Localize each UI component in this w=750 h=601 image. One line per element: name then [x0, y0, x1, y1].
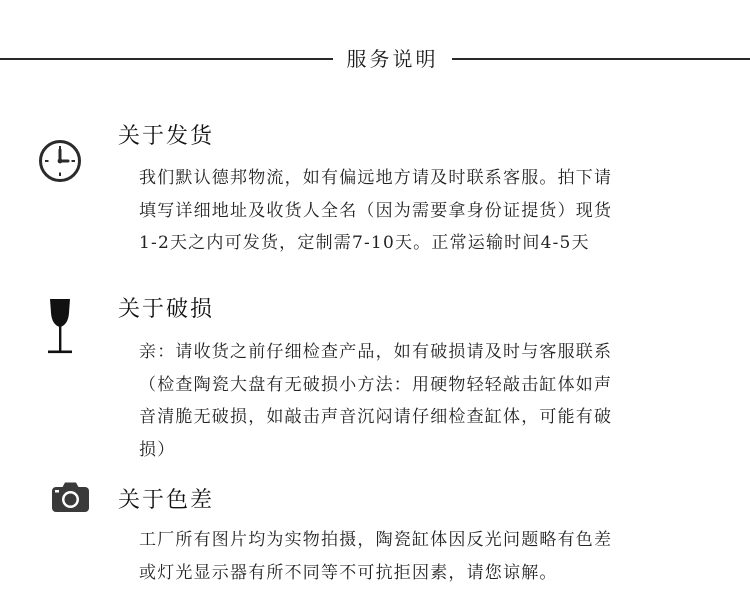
text-line: 或灯光显示器有所不同等不可抗拒因素，请您谅解。 [139, 562, 558, 583]
header-divider-right [452, 58, 750, 60]
shipping-heading: 关于发货 [118, 124, 215, 149]
text-line: 1-2天之内可发货，定制需7-10天。正常运输时间4-5天 [139, 233, 590, 253]
text-line: 音清脆无破损，如敲击声音沉闷请仔细检查缸体，可能有破 [139, 407, 613, 427]
color-difference-heading: 关于色差 [118, 488, 215, 513]
camera-icon [51, 481, 91, 513]
wine-glass-icon [44, 297, 76, 355]
header-divider-left [0, 58, 333, 60]
shipping-text [139, 162, 669, 260]
text-line: 工厂所有图片均为实物拍摄，陶瓷缸体因反光问题略有色差 [139, 530, 613, 550]
page-title: 服务说明 [346, 47, 439, 71]
clock-icon [37, 138, 83, 184]
text-line: 填写详细地址及收货人全名（因为需要拿身份证提货）现货 [139, 200, 613, 221]
section-header [0, 42, 750, 76]
text-line: （检查陶瓷大盘有无破损小方法：用硬物轻轻敲击缸体如声 [139, 374, 613, 395]
color-difference-text [139, 524, 669, 589]
text-line: 亲：请收货之前仔细检查产品，如有破损请及时与客服联系 [139, 342, 613, 362]
text-line: 损） [139, 439, 176, 460]
breakage-heading: 关于破损 [118, 297, 215, 322]
text-line: 我们默认德邦物流，如有偏远地方请及时联系客服。拍下请 [139, 168, 613, 188]
breakage-text [139, 336, 669, 466]
